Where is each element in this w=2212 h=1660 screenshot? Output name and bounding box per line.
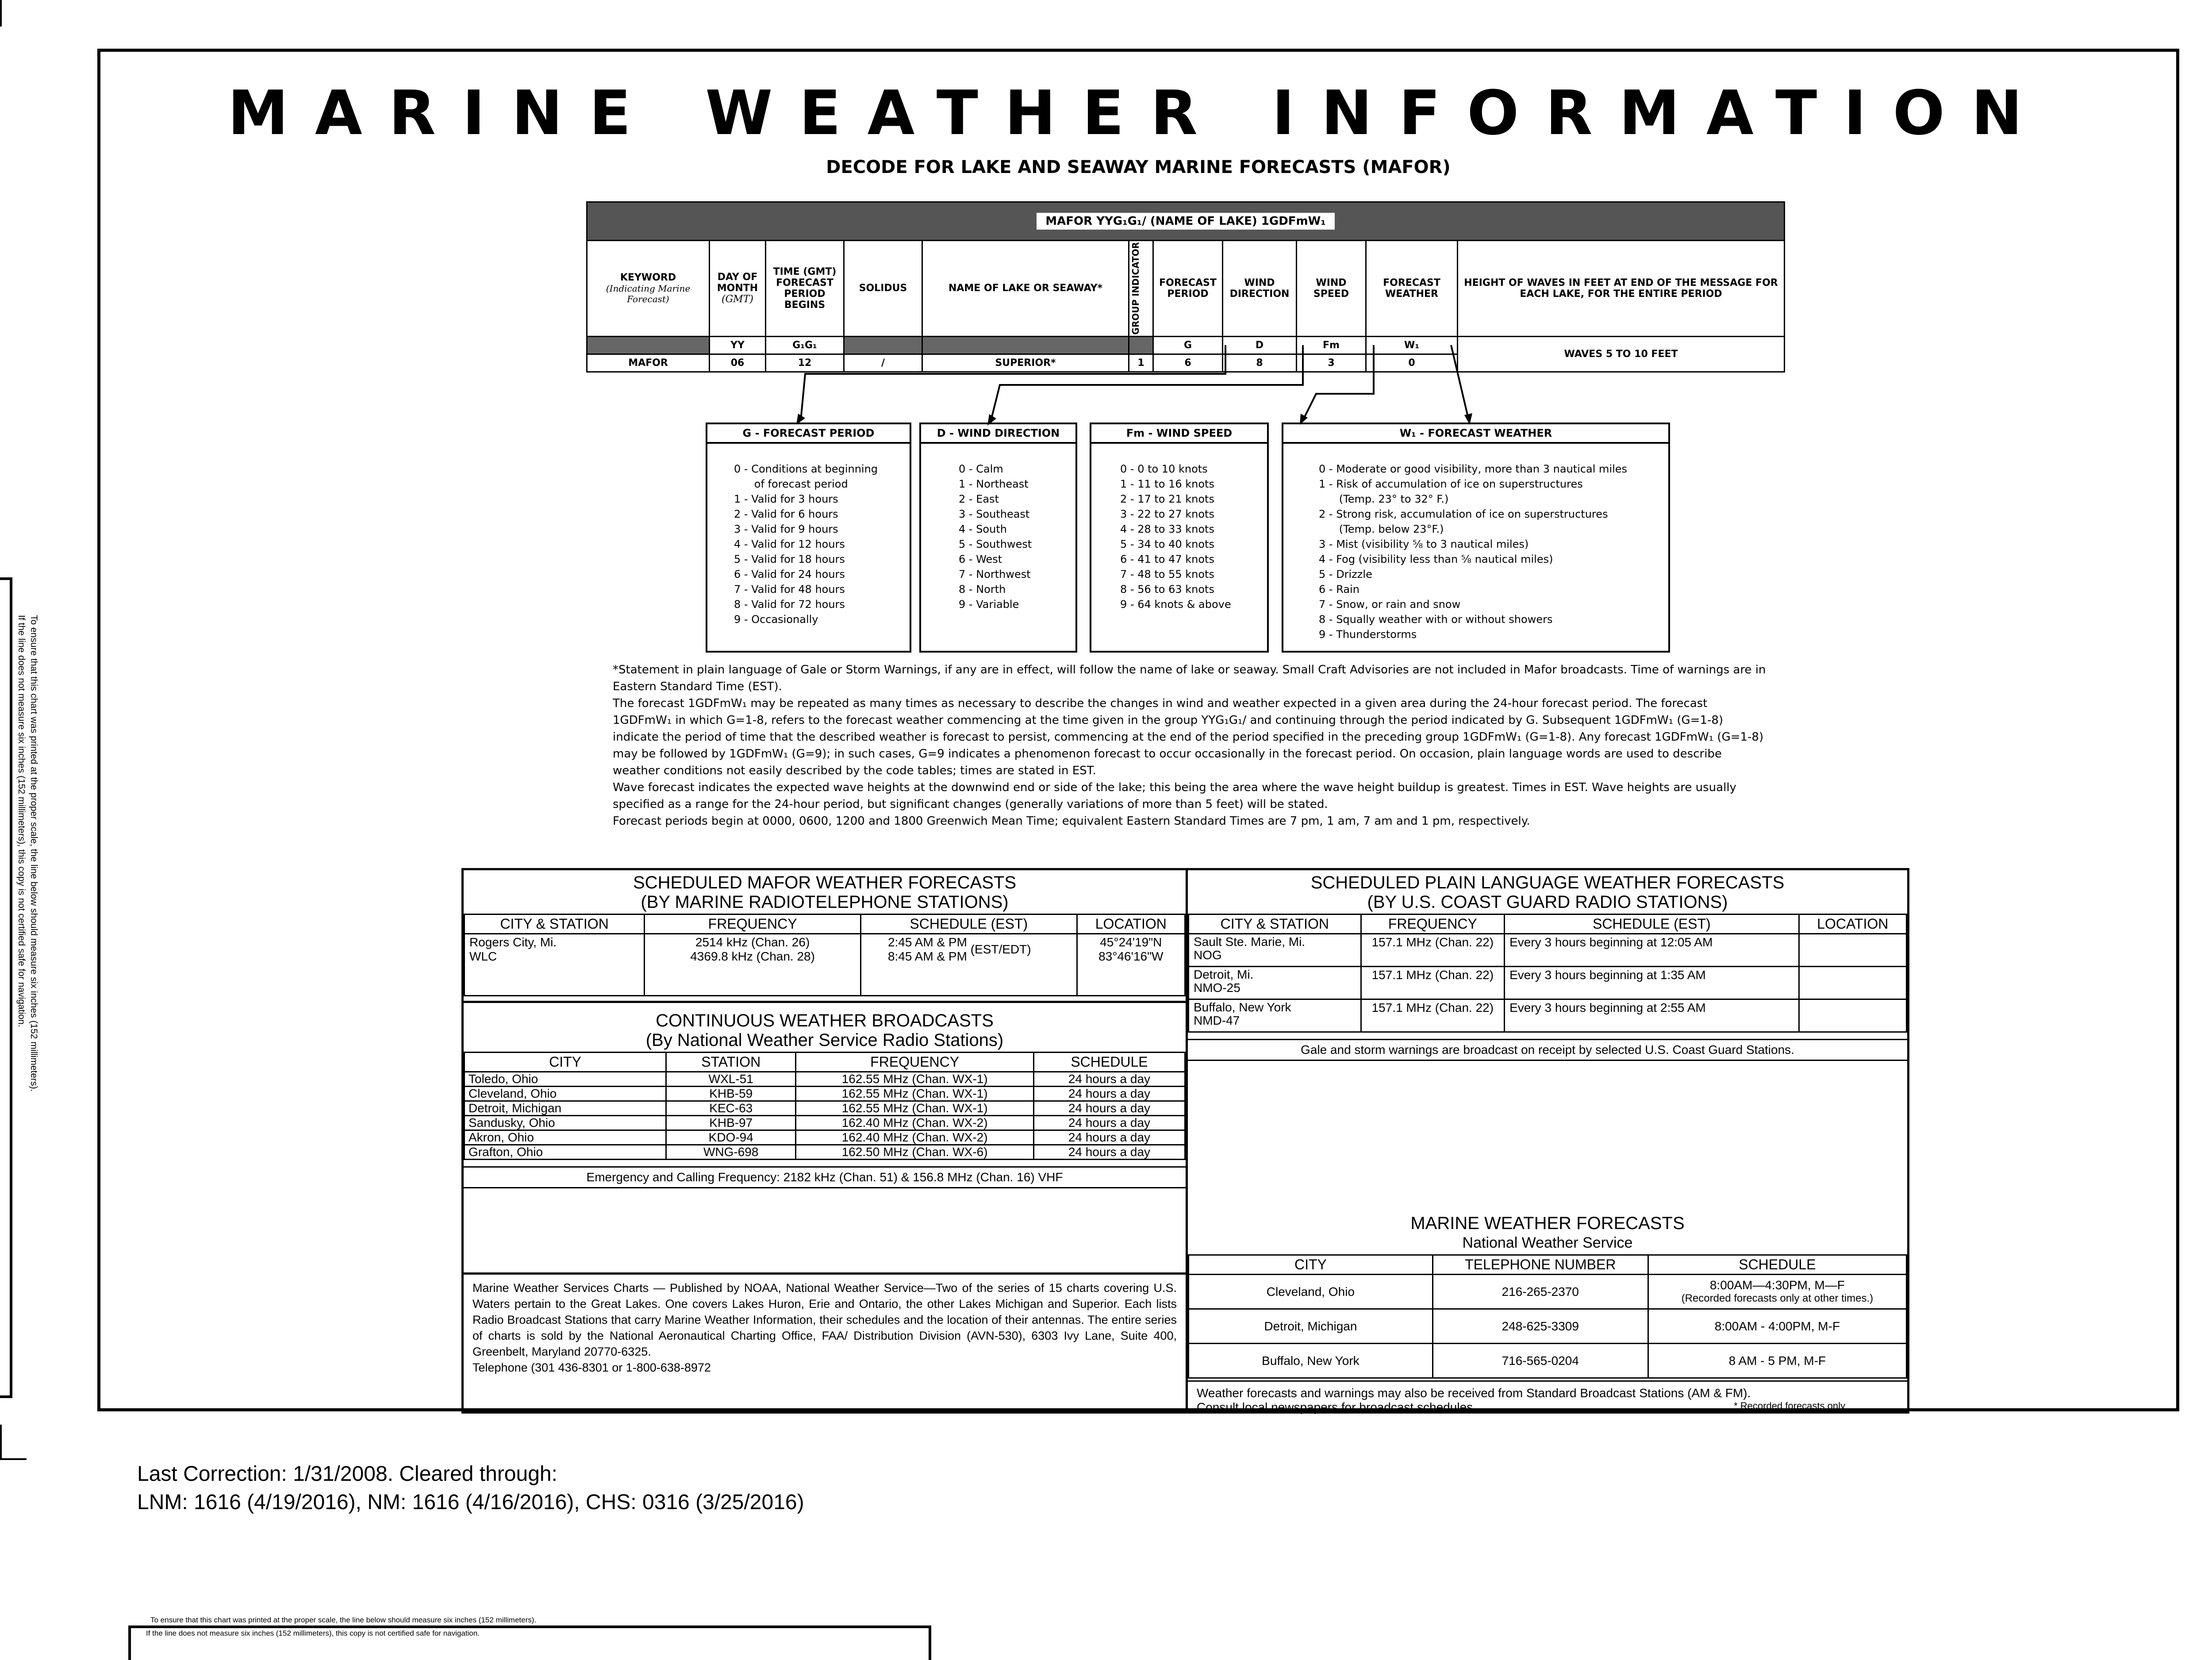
connector-f [1303,345,1374,420]
example-group: 1 [1129,354,1153,372]
code-item: 8 - 56 to 63 knots [1120,583,1214,596]
nws-table [1188,1254,1907,1379]
box-wind-direction [919,423,1077,653]
table-row [1189,934,1907,967]
table-row [465,1130,1185,1145]
col-wind-speed: WIND SPEED [1297,241,1366,337]
side-note-line2: If the line does not measure six inches (152 millimeters), this copy is not certified safe for navigation. [16,615,27,1027]
table-cell: Akron, Ohio [465,1130,666,1145]
code-list [921,444,1075,612]
phone-cell: 216-265-2370 [1432,1275,1648,1309]
code-item: 7 - 48 to 55 knots [1120,568,1214,580]
code-item: 0 - 0 to 10 knots [1120,463,1208,475]
code-day: YY [710,336,766,354]
city-station-cell [1189,967,1361,999]
note-paragraph: Forecast periods begin at 0000, 0600, 1200 and 1800 Greenwich Mean Time; equivalent Eastern Standard Times are 7 pm, 1 am, 7 am and 1 pm, respectively. [613,815,1530,828]
code-wind-speed: Fm [1297,336,1366,354]
schedule-cell [1648,1344,1906,1378]
header-cell: SCHEDULE (EST) [860,915,1077,934]
box-forecast-weather [1282,423,1670,653]
note-paragraph: *Statement in plain language of Gale or Storm Warnings, if any are in effect, will follow the name of lake or seaway. Small Craft Advisories are not included in Mafor broadcasts. Time of warnings are in Eastern Standard Time (EST). [613,663,1766,693]
station-callsign: NMO-25 [1194,981,1240,995]
plain-language-table [1188,914,1907,1033]
charts-note: Marine Weather Services Charts — Published by NOAA, National Weather Service—Two of the series of 15 charts covering U.S. Waters pertain to the Great Lakes. One covers Lakes Huron, Erie and Ontario, the other Lakes Michigan and Superior. Each lists Radio Broadcast Stations that carry Marine Weather Information, their schedules and the location of their antennas. The entire series of charts is sold by the National Aeronautical Charting Office, FAA/ Distribution Division (AVN-530), 6303 Ivy Lane, Suite 400, Greenbelt, Maryland 20770-6325. Telephone (301 436-8301 or 1-800-638-8972 [464,1272,1186,1376]
header-cell: FREQUENCY [1361,915,1505,934]
table-cell: 162.40 MHz (Chan. WX-2) [796,1116,1034,1130]
mafor-frequency: 2514 kHz (Chan. 26) 4369.8 kHz (Chan. 28) [645,934,861,996]
continuous-table [464,1052,1186,1160]
code-item: 8 - North [959,583,1006,596]
city-cell: Buffalo, New York [1189,1344,1433,1378]
schedule-hours: 8:00AM—4:30PM, M—F [1709,1278,1845,1292]
bottom-note-line2: If the line does not measure six inches (152 millimeters), this copy is not certified safe for navigation. [128,1625,931,1639]
code-time: G₁G₁ [766,336,844,354]
table-cell: KEC-63 [666,1101,796,1116]
mafor-title: SCHEDULED MAFOR WEATHER FORECASTS (BY MARINE RADIOTELEPHONE STATIONS) [633,873,1016,912]
code-item: 3 - 22 to 27 knots [1120,508,1214,520]
col-group: GROUP INDICATOR [1129,241,1153,337]
table-row [465,1101,1185,1116]
code-item: 7 - Northwest [959,568,1031,580]
code-item: (Temp. below 23°F.) [1319,523,1444,535]
station-callsign: NMD-47 [1194,1014,1240,1027]
mafor-schedule: 2:45 AM & PM 8:45 AM & PM (EST/EDT) [860,934,1077,996]
plain-language-title: SCHEDULED PLAIN LANGUAGE WEATHER FORECASTS (BY U.S. COAST GUARD RADIO STATIONS) [1310,873,1785,912]
location-cell [1799,967,1906,999]
bottom-note-line1: To ensure that this chart was printed at the proper scale, the line below should measure six inches (152 millimeters). [150,1616,537,1624]
col-period: FORECAST PERIOD [1153,241,1223,337]
city-station-cell [1189,934,1361,967]
box-title: D - WIND DIRECTION [921,424,1075,444]
schedule-cell: Every 3 hours beginning at 1:35 AM [1505,967,1799,999]
schedule-cell [1648,1309,1906,1344]
table-cell: Grafton, Ohio [465,1145,666,1160]
mafor-schedule-panel [461,868,1188,1414]
example-day: 06 [710,354,766,372]
code-item: of forecast period [734,478,848,490]
city-name: Detroit, Mi. [1194,968,1254,981]
schedule-cell [1648,1275,1906,1309]
code-item: 4 - Fog (visibility less than ⅝ nautical miles) [1319,553,1553,565]
nws-footer: Weather forecasts and warnings may also be received from Standard Broadcast Stations (AM & FM). Consult local newspapers for broadcast schedules. * Recorded forecasts only [1188,1380,1907,1414]
code-item: 1 - 11 to 16 knots [1120,478,1214,490]
code-list [707,444,910,627]
col-weather: FORECAST WEATHER [1366,241,1458,337]
table-cell: 162.40 MHz (Chan. WX-2) [796,1130,1034,1145]
city-cell: Detroit, Michigan [1189,1309,1433,1344]
last-correction: Last Correction: 1/31/2008. Cleared through: LNM: 1616 (4/19/2016), NM: 1616 (4/16/2016), CHS: 0316 (3/25/2016) [137,1462,804,1514]
header-cell: CITY [465,1053,666,1072]
decode-header-text: MAFOR YYG₁G₁/ (NAME OF LAKE) 1GDFmW₁ [1037,213,1334,230]
code-item: 5 - 34 to 40 knots [1120,538,1214,550]
code-item: 1 - Risk of accumulation of ice on superstructures [1319,478,1583,490]
code-wind-direction: D [1223,336,1297,354]
code-item: 9 - Variable [959,598,1019,611]
nws-title: MARINE WEATHER FORECASTS National Weather Service [1410,1214,1685,1251]
code-item: 9 - Occasionally [734,613,818,626]
table-row [1189,999,1907,1032]
code-item: 5 - Drizzle [1319,568,1372,580]
table-cell: WNG-698 [666,1145,796,1160]
header-cell: STATION [666,1053,796,1072]
city-station-cell [1189,999,1361,1032]
code-item: 4 - Valid for 12 hours [734,538,845,550]
box-title: Fm - WIND SPEED [1091,424,1267,444]
scale-tick [128,1626,131,1660]
table-cell: Toledo, Ohio [465,1072,666,1087]
table-cell: 24 hours a day [1033,1130,1185,1145]
phone-cell: 248-625-3309 [1432,1309,1648,1344]
example-solidus: / [844,354,922,372]
example-waves: WAVES 5 TO 10 FEET [1458,336,1785,372]
table-row [465,1145,1185,1160]
table-cell: 24 hours a day [1033,1116,1185,1130]
emergency-frequency: Emergency and Calling Frequency: 2182 kHz (Chan. 51) & 156.8 MHz (Chan. 16) VHF [464,1166,1186,1188]
location-cell [1799,999,1906,1032]
table-row [1189,967,1907,999]
mafor-location: 45°24'19"N 83°46'16"W [1077,934,1185,996]
table-cell: Cleveland, Ohio [465,1087,666,1101]
col-wind-direction: WIND DIRECTION [1223,241,1297,337]
table-row [465,1116,1185,1130]
code-list [1283,444,1668,642]
code-item: 0 - Conditions at beginning [734,463,878,475]
box-title: G - FORECAST PERIOD [707,424,910,444]
station-callsign: NOG [1194,948,1222,962]
col-name: NAME OF LAKE OR SEAWAY* [922,241,1129,337]
schedule-note: (Recorded forecasts only at other times.) [1681,1292,1874,1304]
code-item: 8 - Squally weather with or without showers [1319,613,1553,626]
header-cell: CITY [1189,1255,1433,1275]
continuous-title: CONTINUOUS WEATHER BROADCASTS (By National Weather Service Radio Stations) [464,1001,1186,1050]
code-item: 2 - 17 to 21 knots [1120,493,1214,505]
note-paragraph: Wave forecast indicates the expected wave heights at the downwind end or side of the lake; this being the area where the wave height buildup is greatest. Times in EST. Wave heights are usually specified as a range for the 24-hour period, but significant changes (generally variations of more than 5 feet) will be stated. [613,781,1736,811]
code-item: 3 - Mist (visibility ⅝ to 3 nautical miles) [1319,538,1529,550]
phone-cell: 716-565-0204 [1432,1344,1648,1378]
code-item: 1 - Valid for 3 hours [734,493,838,505]
table-row [1189,1275,1907,1309]
code-item: 7 - Snow, or rain and snow [1319,598,1461,611]
table-cell: 24 hours a day [1033,1145,1185,1160]
city-name: Buffalo, New York [1194,1000,1291,1014]
connector-d [991,345,1303,420]
code-item: 6 - 41 to 47 knots [1120,553,1214,565]
table-row [465,1072,1185,1087]
table-cell: 162.55 MHz (Chan. WX-1) [796,1101,1034,1116]
code-item: 3 - Southeast [959,508,1030,520]
code-item: 5 - Southwest [959,538,1032,550]
code-item: 2 - Valid for 6 hours [734,508,838,520]
code-item: 7 - Valid for 48 hours [734,583,845,596]
table-cell: KDO-94 [666,1130,796,1145]
schedule-hours: 8:00AM - 4:00PM, M-F [1714,1319,1840,1333]
code-item: 6 - West [959,553,1002,565]
city-name: Sault Ste. Marie, Mi. [1194,935,1306,949]
code-item: 8 - Valid for 72 hours [734,598,845,611]
table-row [1189,1309,1907,1344]
gale-warning-note: Gale and storm warnings are broadcast on receipt by selected U.S. Coast Guard Stations. [1188,1039,1907,1061]
code-item: 0 - Moderate or good visibility, more than 3 nautical miles [1319,463,1628,475]
table-cell: 24 hours a day [1033,1087,1185,1101]
table-cell: KHB-97 [666,1116,796,1130]
col-waves: HEIGHT OF WAVES IN FEET AT END OF THE MESSAGE FOR EACH LAKE, FOR THE ENTIRE PERIOD [1458,241,1785,337]
code-item: 2 - Strong risk, accumulation of ice on superstructures [1319,508,1608,520]
side-note-line1: To ensure that this chart was printed at the proper scale, the line below should measure six inches (152 millimeters). [29,615,39,1092]
schedule-cell: Every 3 hours beginning at 2:55 AM [1505,999,1799,1032]
example-keyword: MAFOR [587,354,710,372]
table-cell: 162.55 MHz (Chan. WX-1) [796,1087,1034,1101]
code-item: 9 - Thunderstorms [1319,628,1417,641]
code-item: 6 - Valid for 24 hours [734,568,845,580]
table-cell: 162.55 MHz (Chan. WX-1) [796,1072,1034,1087]
example-wind-speed: 3 [1297,354,1366,372]
col-time: TIME (GMT) FORECAST PERIOD BEGINS [766,241,844,337]
header-cell: CITY & STATION [1189,915,1361,934]
code-list [1091,444,1267,612]
code-item: 2 - East [959,493,999,505]
connector-g [801,345,1225,420]
code-item: 1 - Northeast [959,478,1029,490]
table-cell: 24 hours a day [1033,1072,1185,1087]
frequency-cell: 157.1 MHz (Chan. 22) [1361,999,1505,1032]
code-item: 0 - Calm [959,463,1003,475]
table-cell: 24 hours a day [1033,1101,1185,1116]
frequency-cell: 157.1 MHz (Chan. 22) [1361,934,1505,967]
header-cell: LOCATION [1799,915,1906,934]
code-item: 5 - Valid for 18 hours [734,553,845,565]
example-period: 6 [1153,354,1223,372]
scale-tick [929,1626,931,1660]
code-item: 9 - 64 knots & above [1120,598,1231,611]
col-day: DAY OF MONTH (GMT) [710,241,766,337]
location-cell [1799,934,1906,967]
table-cell: WXL-51 [666,1072,796,1087]
example-time: 12 [766,354,844,372]
header-cell: FREQUENCY [645,915,861,934]
plain-language-panel [1186,868,1909,1414]
page-title: MARINE WEATHER INFORMATION [227,77,2049,149]
box-wind-speed [1090,423,1269,653]
example-weather: 0 [1366,354,1458,372]
header-cell: SCHEDULE [1033,1053,1185,1072]
box-forecast-period [706,423,911,653]
table-cell: 162.50 MHz (Chan. WX-6) [796,1145,1034,1160]
note-paragraph: The forecast 1GDFmW₁ may be repeated as many times as necessary to describe the changes in wind and weather expected in a given area during the 24-hour forecast period. The forecast 1GDFmW₁ in which G=1-8, refers to the forecast weather commencing at the time given in the group YYG₁G₁/ and continuing through the period indicated by G. Subsequent 1GDFmW₁ (G=1-8) indicate the period of time that the described weather is forecast to persist, commencing at the end of the period specified in the preceding group 1GDFmW₁ (G=1-8). Any forecast 1GDFmW₁ (G=1-8) may be followed by 1GDFmW₁ (G=9); in such cases, G=9 indicates a phenomenon forecast to occur occasionally in the forecast period. On occasion, plain language words are used to describe weather conditions not easily described by the code tables; times are stated in EST. [613,697,1764,777]
col-keyword: KEYWORD (Indicating Marine Forecast) [587,241,710,337]
code-item: 4 - South [959,523,1007,535]
code-period: G [1153,336,1223,354]
header-cell: SCHEDULE [1648,1255,1906,1275]
code-weather: W₁ [1366,336,1458,354]
table-row [1189,1344,1907,1378]
header-cell: CITY & STATION [465,915,645,934]
example-name: SUPERIOR* [922,354,1129,372]
col-solidus: SOLIDUS [844,241,922,337]
box-title: W₁ - FORECAST WEATHER [1283,424,1668,444]
schedule-hours: 8 AM - 5 PM, M-F [1728,1353,1826,1368]
schedule-cell: Every 3 hours beginning at 12:05 AM [1505,934,1799,967]
mafor-city: Rogers City, Mi. WLC [465,934,645,996]
header-cell: FREQUENCY [796,1053,1034,1072]
header-cell: SCHEDULE (EST) [1505,915,1799,934]
code-item: 4 - 28 to 33 knots [1120,523,1214,535]
code-item: 3 - Valid for 9 hours [734,523,838,535]
table-row [465,1087,1185,1101]
mafor-table [464,914,1186,996]
code-item: (Temp. 23° to 32° F.) [1319,493,1449,505]
code-item: 6 - Rain [1319,583,1359,596]
connector-w [1451,345,1469,420]
table-cell: Sandusky, Ohio [465,1116,666,1130]
page-subtitle: DECODE FOR LAKE AND SEAWAY MARINE FORECASTS (MAFOR) [826,157,1451,177]
header-cell: LOCATION [1077,915,1185,934]
bottom-scale-note [128,1615,931,1639]
frequency-cell: 157.1 MHz (Chan. 22) [1361,967,1505,999]
city-cell: Cleveland, Ohio [1189,1275,1433,1309]
notes-block [613,661,1767,830]
example-wind-direction: 8 [1223,354,1297,372]
table-cell: Detroit, Michigan [465,1101,666,1116]
header-cell: TELEPHONE NUMBER [1432,1255,1648,1275]
table-cell: KHB-59 [666,1087,796,1101]
